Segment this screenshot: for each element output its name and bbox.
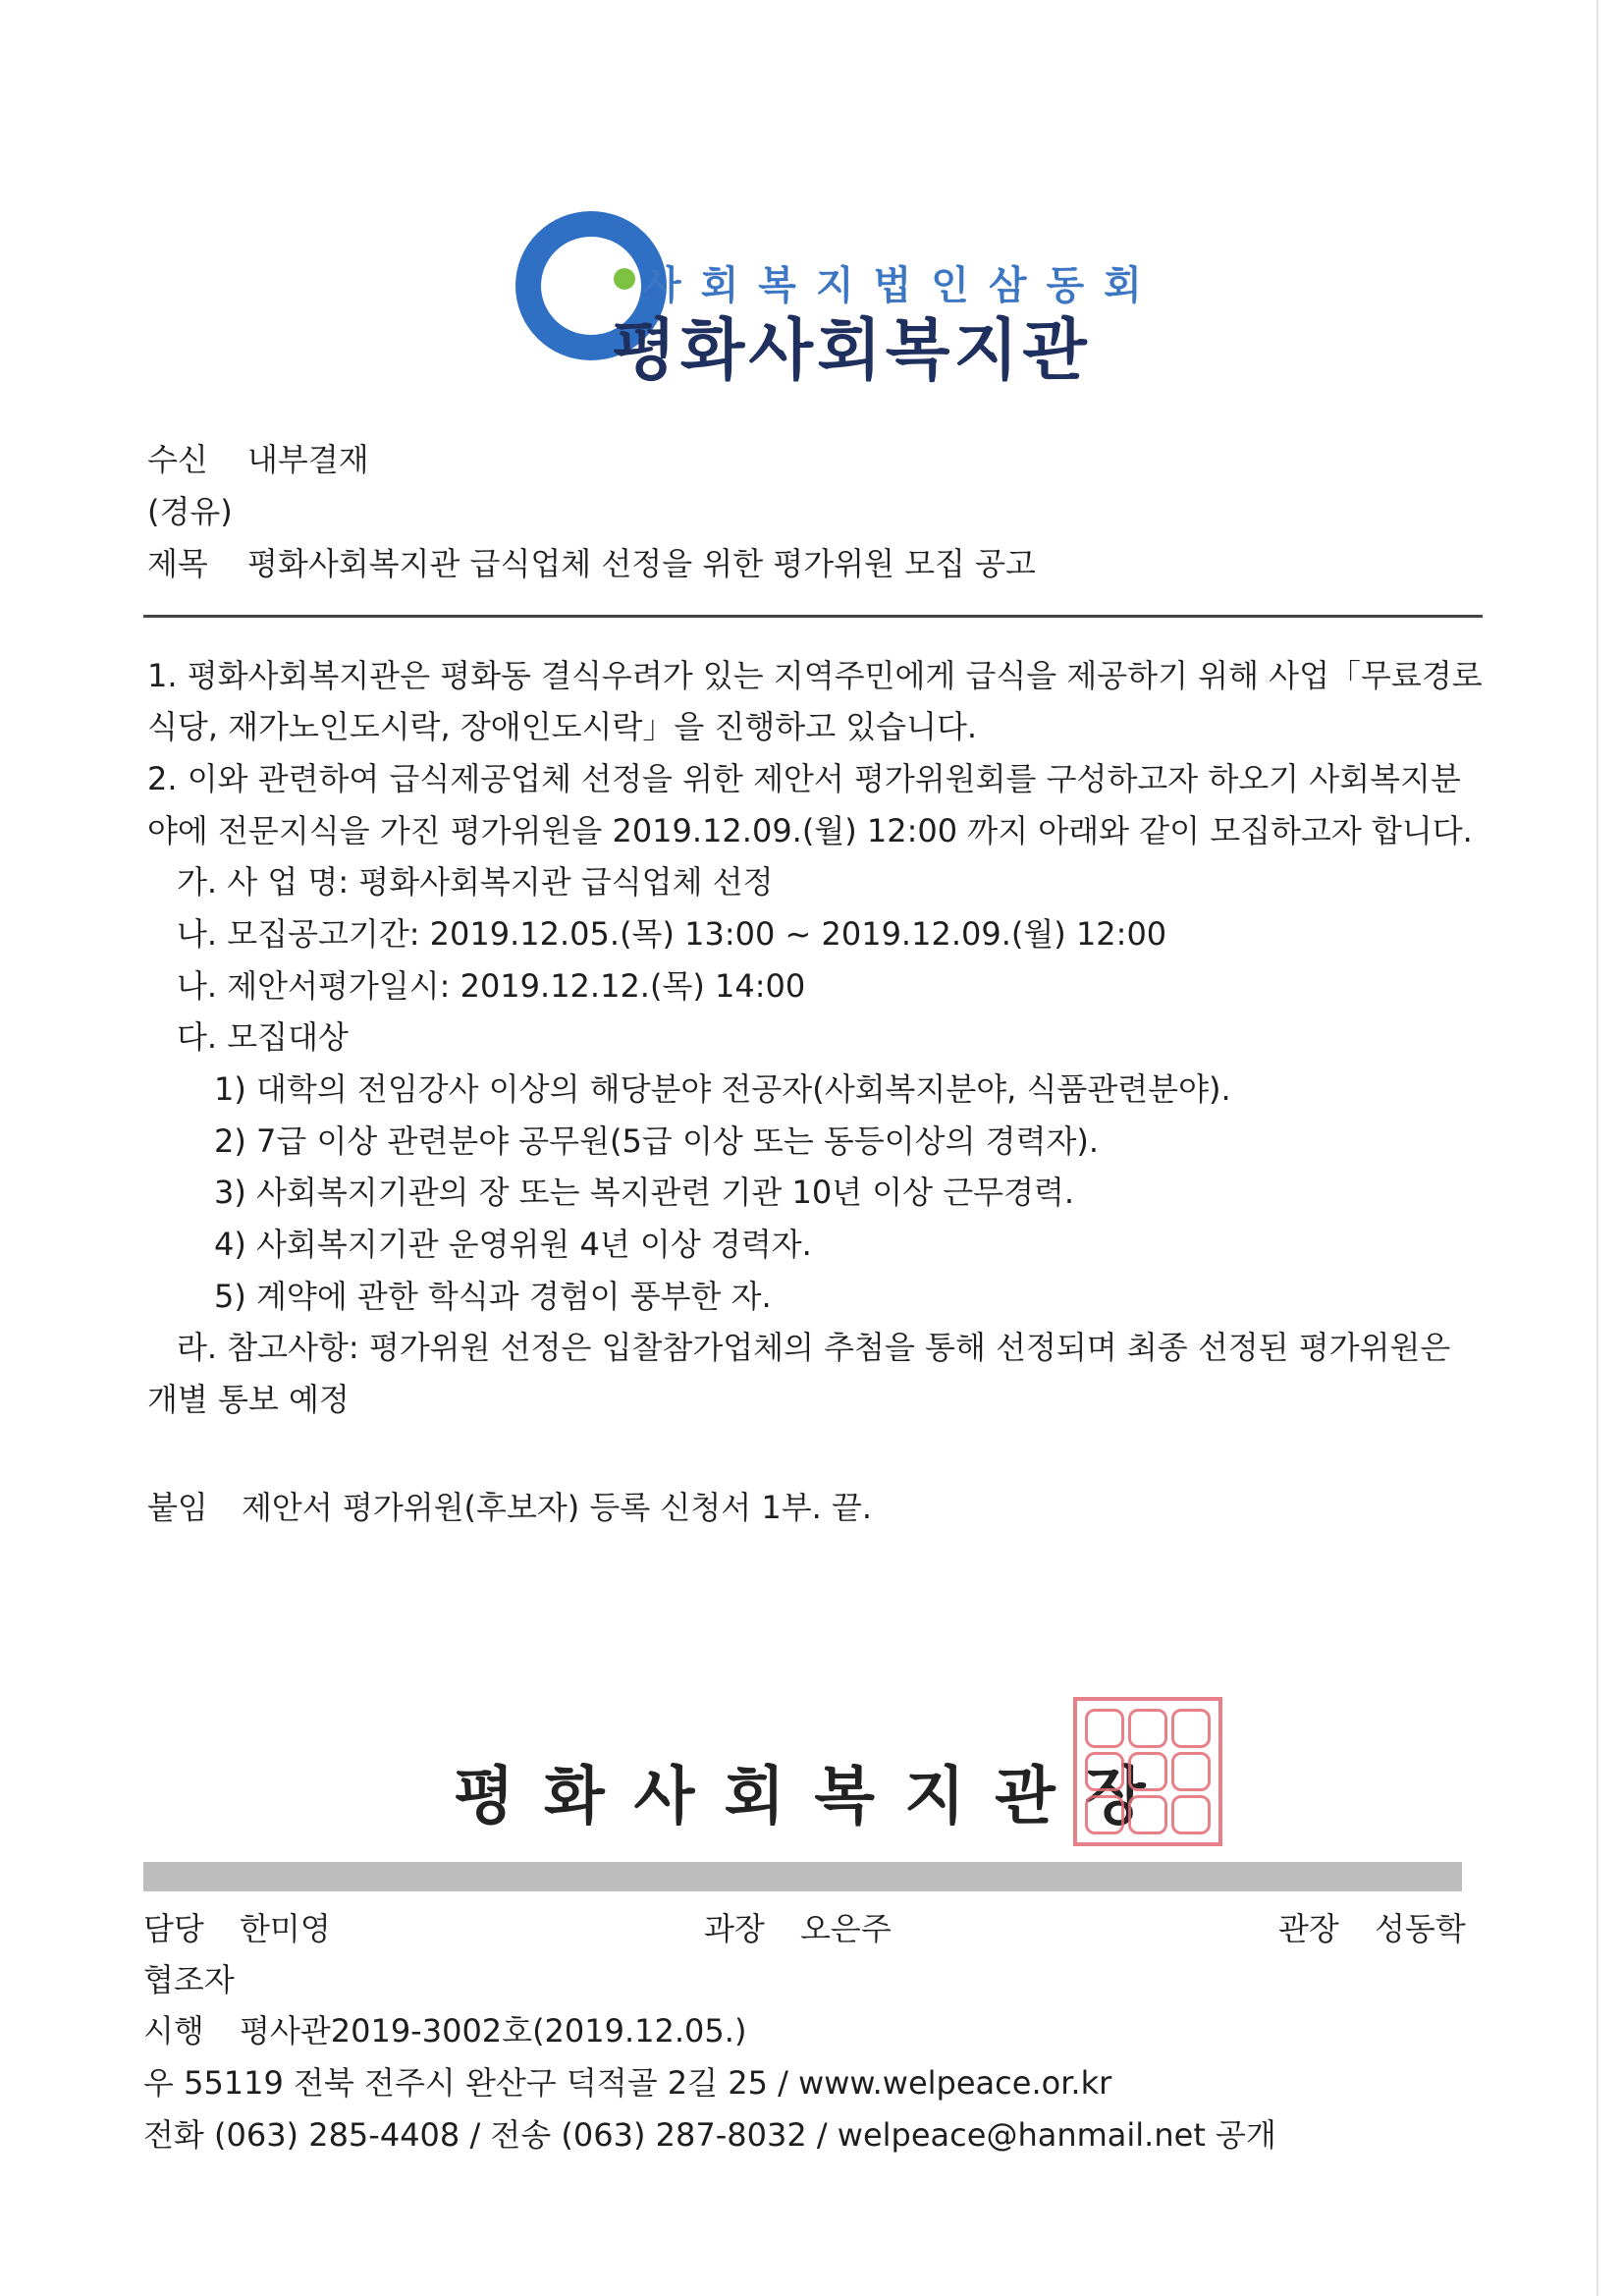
manager-row xyxy=(704,1907,892,1950)
paragraph-2-line-2: 야에 전문지식을 가진 평가위원을 2019.12.09.(월) 12:00 까지 아래와 같이 모집하고자 합니다. xyxy=(147,812,1473,849)
doc-number-label: 시행 xyxy=(143,2012,204,2050)
director-name: 성동학 xyxy=(1375,1910,1466,1947)
target-item-4: 4) 사회복지기관 운영위원 4년 이상 경력자. xyxy=(214,1226,812,1263)
scan-edge-line xyxy=(1596,0,1598,2296)
recipient-label: 수신 xyxy=(147,441,208,478)
item-evaluation-date: 나. 제안서평가일시: 2019.12.12.(목) 14:00 xyxy=(177,967,806,1005)
staff-label: 담당 xyxy=(143,1910,204,1947)
logo-dot-icon xyxy=(614,268,635,290)
target-item-2: 2) 7급 이상 관련분야 공무원(5급 이상 또는 동등이상의 경력자). xyxy=(214,1122,1100,1160)
paragraph-2-line-1: 2. 이와 관련하여 급식제공업체 선정을 위한 제안서 평가위원회를 구성하고자 하오기 사회복지분 xyxy=(147,760,1461,797)
subject-label: 제목 xyxy=(147,545,208,582)
logo-title: 평화사회복지관 xyxy=(612,312,1091,390)
manager-label: 과장 xyxy=(704,1910,765,1947)
item-project-name: 가. 사 업 명: 평화사회복지관 급식업체 선정 xyxy=(177,863,774,901)
item-recruit-target: 다. 모집대상 xyxy=(177,1018,349,1056)
signature-divider-bar xyxy=(143,1862,1462,1891)
subject-row xyxy=(147,542,1036,585)
target-item-1: 1) 대학의 전임강사 이상의 해당분야 전공자(사회복지분야, 식품관련분야). xyxy=(214,1070,1231,1108)
item-recruit-period: 나. 모집공고기간: 2019.12.05.(목) 13:00 ~ 2019.12.09.(월) 12:00 xyxy=(177,915,1167,953)
target-item-5: 5) 계약에 관한 학식과 경험이 풍부한 자. xyxy=(214,1278,772,1315)
item-notes-line-1: 라. 참고사항: 평가위원 선정은 입찰참가업체의 추첨을 통해 선정되며 최종 선정된 평가위원은 xyxy=(177,1329,1451,1366)
staff-row xyxy=(143,1907,331,1950)
via-row: (경유) xyxy=(147,493,233,530)
attachment-row xyxy=(147,1486,872,1529)
director-row xyxy=(1278,1907,1466,1950)
paragraph-1-line-2: 식당, 재가노인도시락, 장애인도시락」을 진행하고 있습니다. xyxy=(147,708,978,745)
address-line: 우 55119 전북 전주시 완산구 덕적골 2길 25 / www.welpeace.or.kr xyxy=(143,2064,1112,2102)
doc-number-value: 평사관2019-3002호(2019.12.05.) xyxy=(240,2012,747,2050)
subject-value: 평화사회복지관 급식업체 선정을 위한 평가위원 모집 공고 xyxy=(247,545,1036,582)
staff-name: 한미영 xyxy=(240,1910,331,1947)
organization-logo xyxy=(515,211,1162,390)
header-divider xyxy=(143,615,1483,618)
recipient-value: 내부결재 xyxy=(247,441,369,478)
attachment-label: 붙임 xyxy=(147,1489,208,1526)
cooperator-label: 협조자 xyxy=(143,1961,235,1998)
official-seal-stamp xyxy=(1073,1697,1222,1846)
recipient-row xyxy=(147,438,369,481)
item-notes-line-2: 개별 통보 예정 xyxy=(147,1381,350,1418)
attachment-value: 제안서 평가위원(후보자) 등록 신청서 1부. 끝. xyxy=(242,1489,873,1526)
director-label: 관장 xyxy=(1278,1910,1339,1947)
logo-subtitle: 사회복지법인삼동회 xyxy=(643,263,1162,308)
target-item-3: 3) 사회복지기관의 장 또는 복지관련 기관 10년 이상 근무경력. xyxy=(214,1174,1075,1211)
organization-head-signature: 평화사회복지관장 xyxy=(454,1761,1175,1833)
manager-name: 오은주 xyxy=(800,1910,892,1947)
contact-line: 전화 (063) 285-4408 / 전송 (063) 287-8032 / welpeace@hanmail.net 공개 xyxy=(143,2116,1276,2154)
paragraph-1-line-1: 1. 평화사회복지관은 평화동 결식우려가 있는 지역주민에게 급식을 제공하기 위해 사업「무료경로 xyxy=(147,657,1483,694)
doc-number-row xyxy=(143,2009,746,2052)
